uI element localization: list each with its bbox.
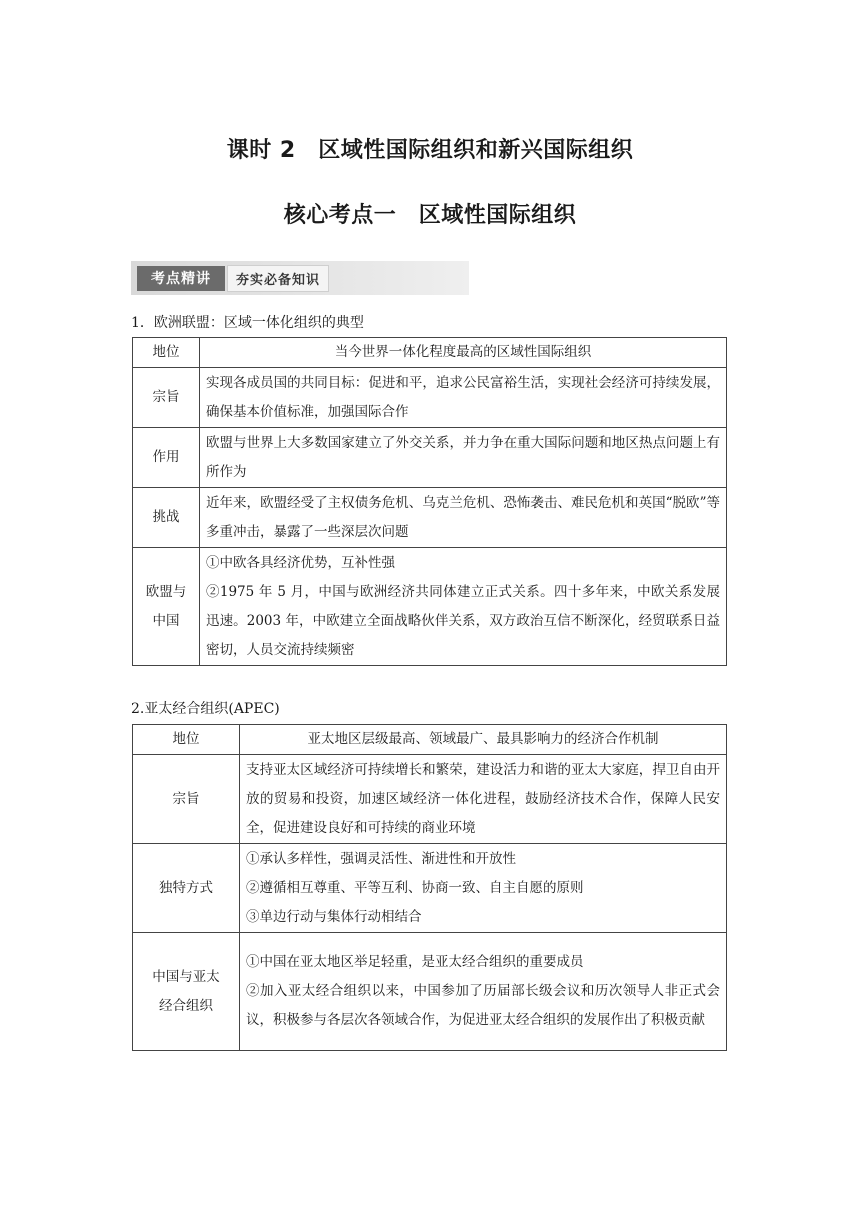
section2-heading: 2.亚太经合组织(APEC): [131, 701, 280, 717]
row-key: 地位: [133, 338, 200, 368]
row-value: [200, 548, 727, 666]
row-value-line: ①中欧各具经济优势，互补性强: [206, 554, 395, 571]
row-key-line: 欧盟与: [145, 583, 187, 600]
row-key: 独特方式: [133, 844, 240, 933]
table-row: [133, 548, 727, 666]
table-row: [133, 725, 727, 755]
section1-heading: 1．欧洲联盟：区域一体化组织的典型: [131, 315, 364, 331]
row-value-line: ①中国在亚太地区举足轻重，是亚太经合组织的重要成员: [246, 954, 584, 970]
row-key: 宗旨: [133, 755, 240, 844]
eu-table: [132, 337, 727, 666]
row-value-line: ②1975 年 5 月，中国与欧洲经济共同体建立正式关系。四十多年来，中欧关系发展迅速。2003 年，中欧建立全面战略伙伴关系，双方政治互信不断深化，经贸联系日益密切，人员交流持续频密: [206, 583, 720, 658]
row-value: 亚太地区层级最高、领域最广、最具影响力的经济合作机制: [240, 725, 727, 755]
row-key-line: 经合组织: [159, 997, 213, 1014]
row-value-line: ③单边行动与集体行动相结合: [246, 908, 422, 925]
table-row: [133, 338, 727, 368]
row-value: 支持亚太区域经济可持续增长和繁荣，建设活力和谐的亚太大家庭，捍卫自由开放的贸易和投资，加速区域经济一体化进程，鼓励经济技术合作，保障人民安全，促进建设良好和可持续的商业环境: [240, 755, 727, 844]
core-point-title: 核心考点一 区域性国际组织: [283, 203, 577, 228]
row-value: 实现各成员国的共同目标：促进和平，追求公民富裕生活，实现社会经济可持续发展，确保基本价值标准，加强国际合作: [200, 368, 727, 428]
row-key: 宗旨: [133, 368, 200, 428]
table-row: [133, 428, 727, 488]
lesson-title: 课时 2 区域性国际组织和新兴国际组织: [226, 138, 634, 163]
table-row: [133, 755, 727, 844]
row-value: [240, 933, 727, 1051]
row-key: 挑战: [133, 488, 200, 548]
row-value-line: ②加入亚太经合组织以来，中国参加了历届部长级会议和历次领导人非正式会议，积极参与各层次各领域合作，为促进亚太经合组织的发展作出了积极贡献: [246, 983, 720, 1028]
row-key-line: 中国与亚太: [152, 968, 220, 985]
banner-tag: 考点精讲: [137, 266, 225, 291]
table-row: [133, 368, 727, 428]
row-value-line: ①承认多样性，强调灵活性、渐进性和开放性: [246, 850, 516, 867]
row-value: 近年来，欧盟经受了主权债务危机、乌克兰危机、恐怖袭击、难民危机和英国“脱欧”等多重冲击，暴露了一些深层次问题: [200, 488, 727, 548]
table-row: [133, 844, 727, 933]
apec-table: [132, 724, 727, 1051]
table-row: [133, 488, 727, 548]
table-row: [133, 933, 727, 1051]
row-value: 当今世界一体化程度最高的区域性国际组织: [200, 338, 727, 368]
row-key: 地位: [133, 725, 240, 755]
row-value: 欧盟与世界上大多数国家建立了外交关系，并力争在重大国际问题和地区热点问题上有所作为: [200, 428, 727, 488]
banner-subtitle: 夯实必备知识: [227, 265, 329, 292]
row-value: [240, 844, 727, 933]
row-key-line: 中国: [152, 612, 180, 629]
section-banner: [131, 261, 469, 295]
row-key: [133, 548, 200, 666]
row-key: 作用: [133, 428, 200, 488]
row-value-line: ②遵循相互尊重、平等互利、协商一致、自主自愿的原则: [246, 879, 584, 896]
row-key: [133, 933, 240, 1051]
